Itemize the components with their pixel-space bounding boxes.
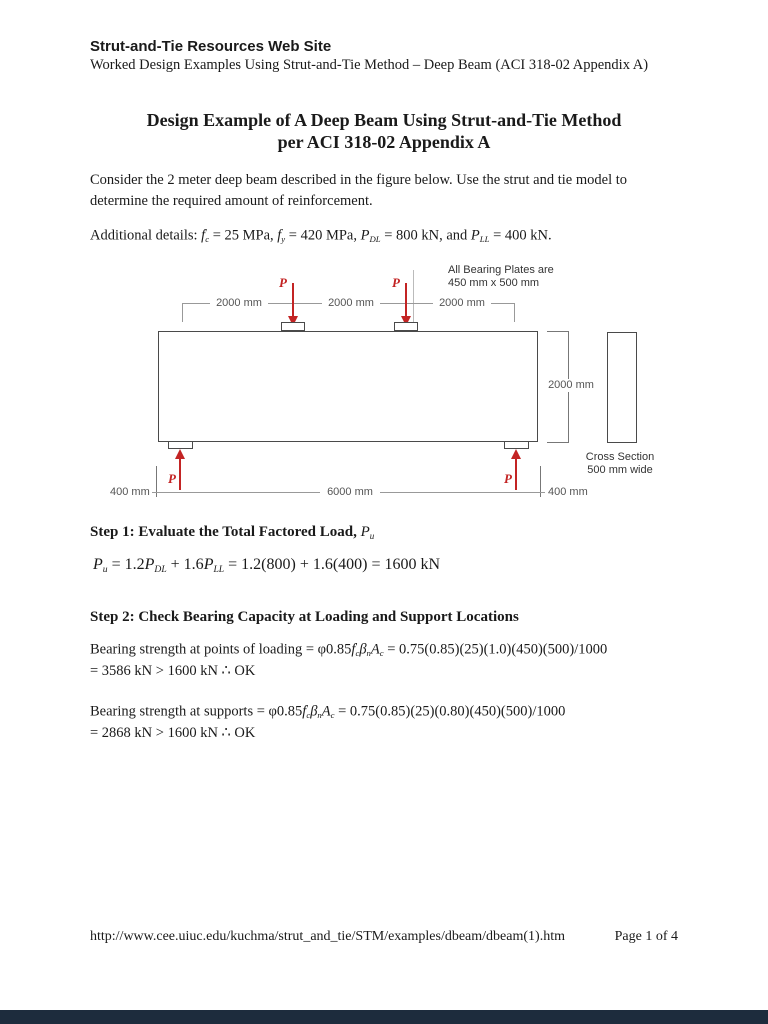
top-dim-label-2: 2000 mm — [322, 297, 380, 310]
bearing-plate-note-line2: 450 mm x 500 mm — [448, 277, 540, 289]
support-plate-left — [168, 441, 193, 449]
step2-heading: Step 2: Check Bearing Capacity at Loading and Support Locations — [90, 609, 519, 625]
support-plate-right — [504, 441, 529, 449]
beam-outline — [158, 331, 538, 442]
bottom-dim-label-mid: 6000 mm — [320, 486, 380, 499]
document-subtitle: Worked Design Examples Using Strut-and-Tie Method – Deep Beam (ACI 318-02 Appendix A) — [90, 57, 649, 73]
cross-section-label-line1: Cross Section — [585, 451, 655, 463]
cross-section-outline — [607, 332, 637, 443]
load-label-right: P — [392, 275, 400, 290]
top-dim-label-1: 2000 mm — [210, 297, 268, 310]
step1-heading: Step 1: Evaluate the Total Factored Load, Pu — [90, 524, 375, 541]
top-dimension-hook-right — [514, 303, 515, 322]
bearing-plate-top-right — [394, 322, 418, 331]
page-title-line2: per ACI 318-02 Appendix A — [277, 132, 491, 152]
top-dimension-hook-left — [182, 303, 183, 322]
page-title-line1: Design Example of A Deep Beam Using Strut-and-Tie Method — [146, 110, 622, 130]
reaction-label-right: P — [504, 471, 512, 486]
bearing-supports-line2: = 2868 kN > 1600 kN ∴ OK — [90, 725, 256, 741]
footer-url: http://www.cee.uiuc.edu/kuchma/strut_and_tie/STM/examples/dbeam/dbeam(1).htm — [90, 929, 565, 944]
site-title: Strut-and-Tie Resources Web Site — [90, 38, 332, 55]
additional-details-line: Additional details: f'c = 25 MPa, fy = 420 MPa, PDL = 800 kN, and PLL = 400 kN. — [90, 227, 552, 245]
footer-page-indicator: Page 1 of 4 — [614, 929, 678, 944]
bearing-loading-line1: Bearing strength at points of loading = φ0.85f'cβnAc = 0.75(0.85)(25)(1.0)(450)(500)/1000 — [90, 641, 608, 659]
note-leader-line — [413, 270, 414, 323]
reaction-arrow-left-shaft — [179, 457, 181, 490]
bearing-plate-note-line1: All Bearing Plates are — [448, 264, 554, 276]
cross-section-label-line2: 500 mm wide — [587, 464, 653, 476]
step1-equation: Pu = 1.2PDL + 1.6PLL = 1.2(800) + 1.6(400) = 1600 kN — [93, 556, 441, 576]
intro-paragraph-line1: Consider the 2 meter deep beam described in the figure below. Use the strut and tie model to — [90, 172, 628, 188]
reaction-label-left: P — [168, 471, 176, 486]
height-dim-tick-top — [547, 331, 569, 332]
intro-paragraph-line2: determine the required amount of reinforcement. — [90, 193, 373, 209]
bottom-dim-label-left: 400 mm — [110, 486, 150, 498]
top-dim-label-3: 2000 mm — [433, 297, 491, 310]
reaction-arrow-right-shaft — [515, 457, 517, 490]
load-label-left: P — [279, 275, 287, 290]
height-dim-label: 2000 mm — [545, 379, 597, 392]
load-arrow-left-shaft — [292, 283, 294, 317]
load-arrow-right-shaft — [405, 283, 407, 317]
viewer-bottom-bar — [0, 1010, 768, 1024]
bottom-dim-label-right: 400 mm — [548, 486, 588, 498]
bearing-supports-line1: Bearing strength at supports = φ0.85f'cβnAc = 0.75(0.85)(25)(0.80)(450)(500)/1000 — [90, 703, 566, 721]
height-dim-tick-bottom — [547, 442, 569, 443]
bearing-loading-line2: = 3586 kN > 1600 kN ∴ OK — [90, 663, 256, 679]
bearing-plate-top-left — [281, 322, 305, 331]
